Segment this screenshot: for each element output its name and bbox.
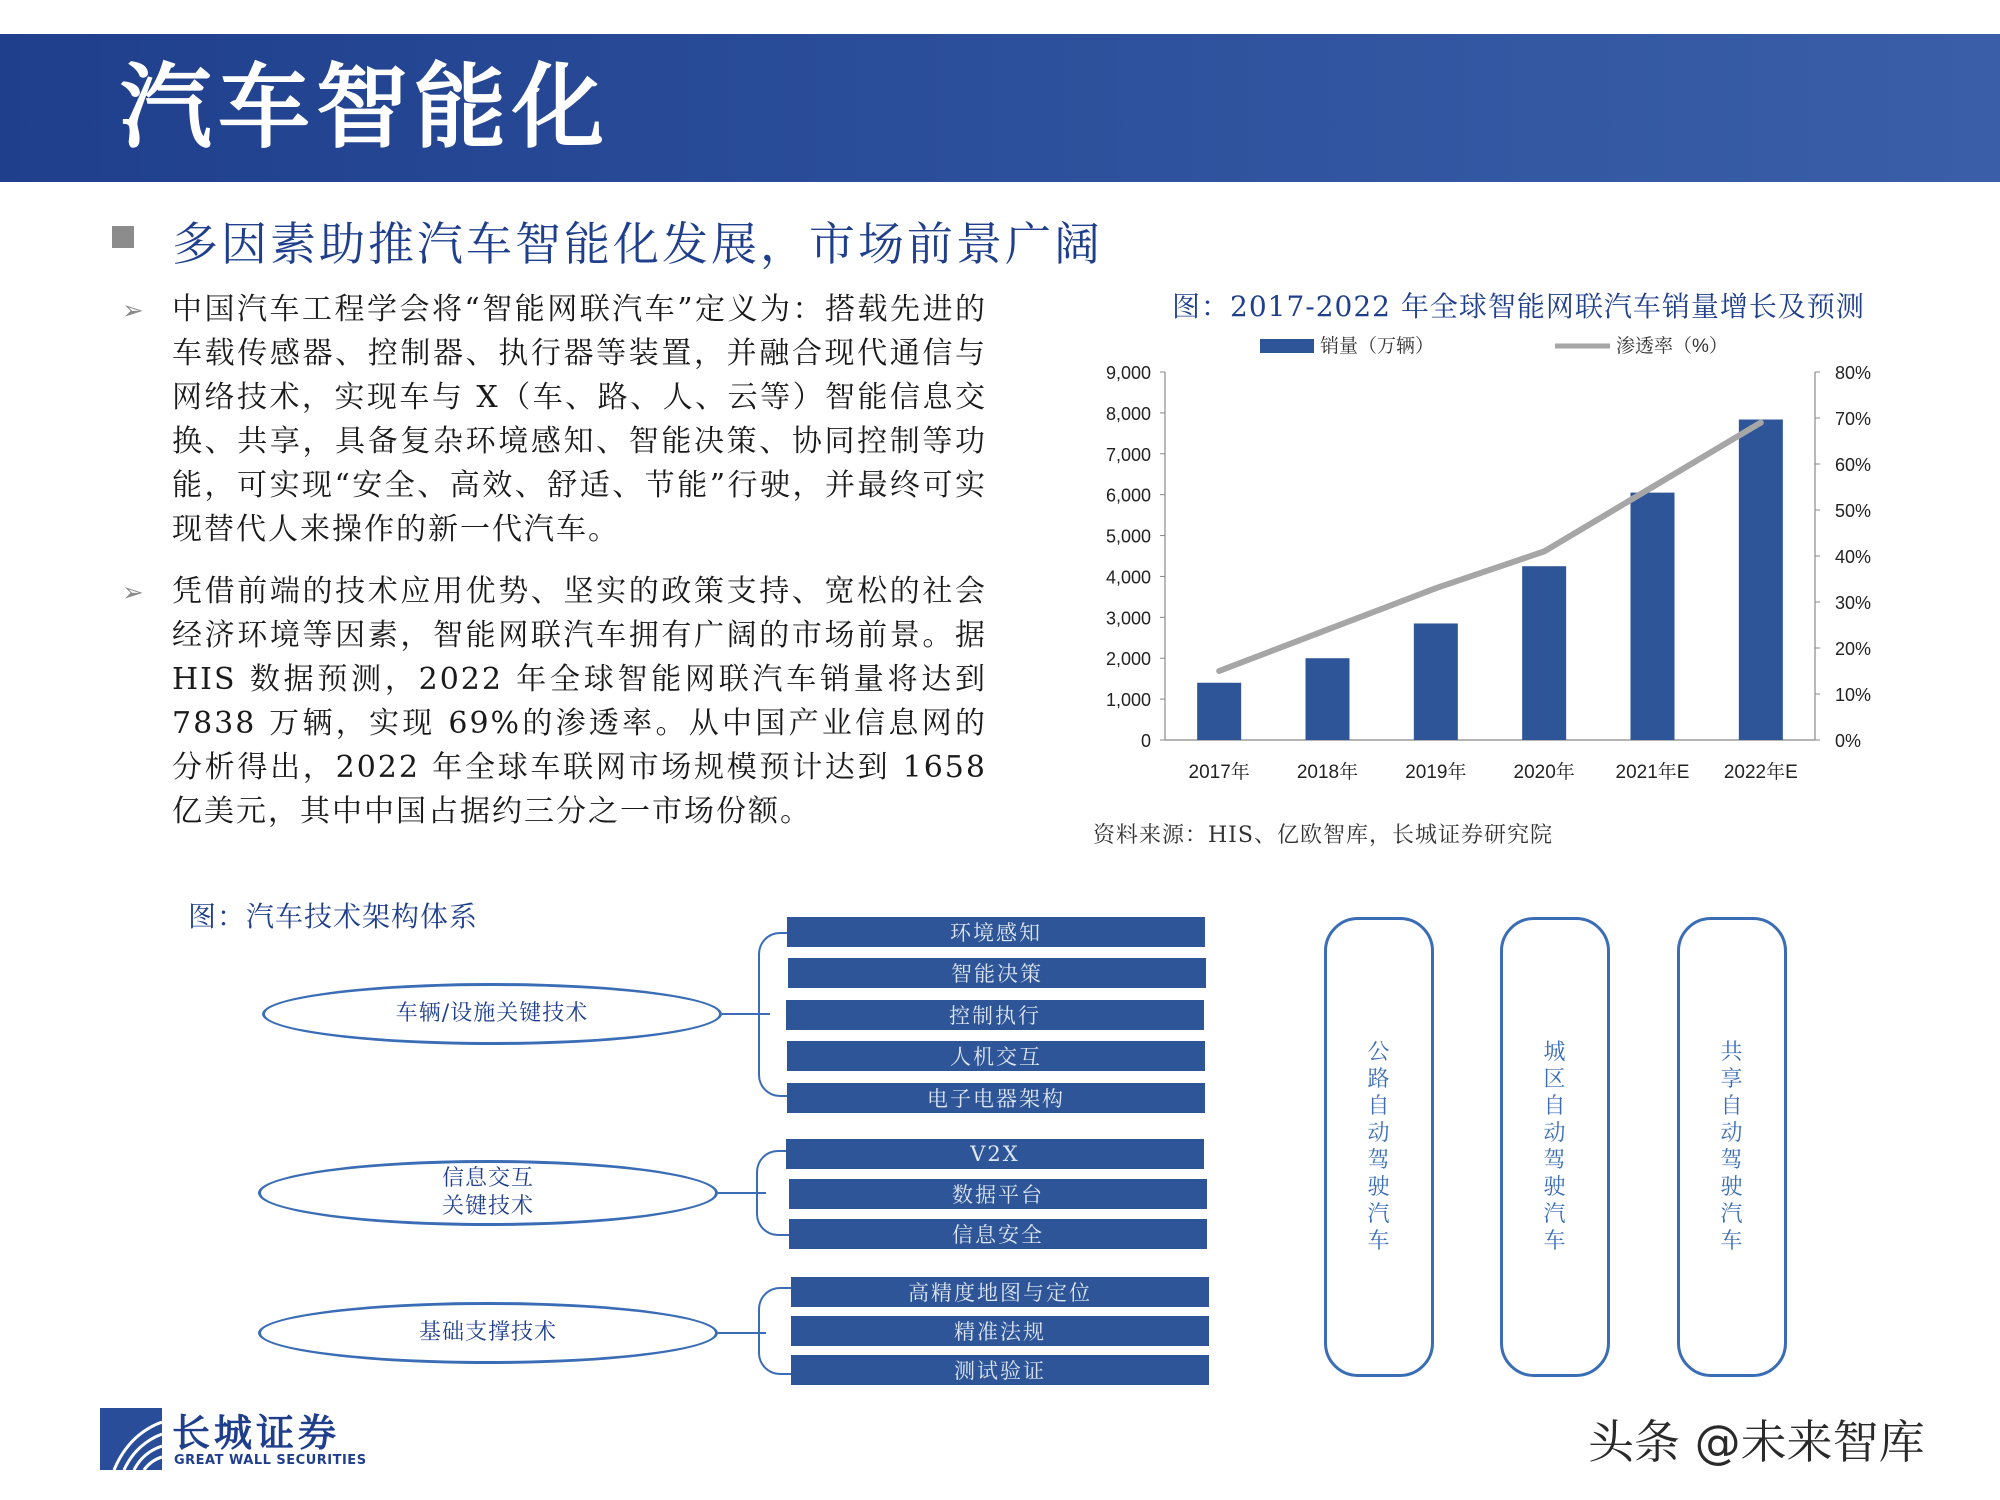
watermark: 头条 @未来智库 [1588, 1415, 1925, 1469]
tech-item: 高精度地图与定位 [791, 1277, 1209, 1307]
bracket-line [756, 1150, 790, 1236]
line-point [1216, 668, 1222, 674]
app-urban-autonomous [1500, 917, 1610, 1377]
right-tick-label: 40% [1835, 547, 1872, 567]
tech-item: 信息安全 [789, 1219, 1207, 1249]
line-point [1433, 585, 1439, 591]
arrow-bullet-icon: ➢ [122, 578, 144, 608]
right-tick-label: 70% [1835, 409, 1872, 429]
tech-item: 控制执行 [786, 1000, 1204, 1030]
right-tick-label: 20% [1835, 639, 1872, 659]
line-point [1758, 420, 1764, 426]
bracket-line [758, 1287, 792, 1375]
right-tick-label: 60% [1835, 455, 1872, 475]
logo-text-en: GREAT WALL SECURITIES [174, 1453, 367, 1468]
tech-category-label: 关键技术 [441, 1194, 534, 1219]
right-tick-label: 30% [1835, 593, 1872, 613]
left-tick-label: 2,000 [1105, 649, 1151, 670]
tech-item: 人机交互 [787, 1041, 1205, 1071]
arrow-bullet-icon: ➢ [122, 296, 144, 326]
sales-penetration-chart [1070, 330, 1920, 800]
left-tick-label: 7,000 [1105, 444, 1151, 465]
right-tick-label: 50% [1835, 501, 1872, 521]
tech-category-info-interaction [258, 1160, 718, 1226]
bar [1306, 658, 1350, 740]
left-tick-label: 0 [1140, 731, 1151, 751]
chart-source: 资料来源：HIS、亿欧智库，长城证券研究院 [1093, 823, 1553, 848]
page-title: 汽车智能化 [120, 54, 611, 161]
app-label: 城区 自动 驾驶 汽车 [1543, 1040, 1567, 1254]
bar [1631, 493, 1675, 740]
app-highway-autonomous [1324, 917, 1434, 1377]
architecture-title: 图：汽车技术架构体系 [188, 900, 479, 933]
x-tick-label: 2017年 [1188, 762, 1250, 783]
tech-item: 电子电器架构 [787, 1083, 1205, 1113]
tech-item: V2X [786, 1139, 1204, 1169]
tech-category-vehicle-infra [262, 983, 722, 1045]
section-title: 多因素助推汽车智能化发展，市场前景广阔 [172, 217, 1103, 271]
bar [1522, 566, 1566, 740]
tech-item: 智能决策 [788, 958, 1206, 988]
left-tick-label: 1,000 [1105, 690, 1151, 711]
tech-item: 精准法规 [791, 1316, 1209, 1346]
penetration-line [1219, 423, 1761, 671]
right-tick-label: 0% [1835, 731, 1862, 751]
left-tick-label: 3,000 [1105, 608, 1151, 629]
tech-item: 数据平台 [789, 1179, 1207, 1209]
legend-bar-label: 销量（万辆） [1320, 336, 1435, 357]
logo-text-cn: 长城证券 [172, 1411, 341, 1455]
left-tick-label: 9,000 [1105, 363, 1151, 383]
app-shared-autonomous [1677, 917, 1787, 1377]
line-point [1325, 627, 1331, 633]
tech-category-label: 信息交互 [441, 1166, 534, 1191]
paragraph-definition: 中国汽车工程学会将“智能网联汽车”定义为：搭载先进的车载传感器、控制器、执行器等装置，并融合现代通信与网络技术，实现车与 X（车、路、人、云等）智能信息交换、共享，具备复杂环境感知、智能决策、协同控制等功能，可实现“安全、高效、舒适、节能”行驶，并最终可实现替代人来操作的新一代汽车。 [172, 292, 987, 547]
bar [1414, 623, 1458, 740]
legend-line-label: 渗透率（%） [1616, 336, 1728, 357]
tech-item: 环境感知 [787, 917, 1205, 947]
section-bullet [112, 226, 134, 248]
left-tick-label: 6,000 [1105, 485, 1151, 506]
x-tick-label: 2020年 [1513, 762, 1575, 783]
bar [1197, 683, 1241, 740]
right-tick-label: 80% [1835, 363, 1872, 383]
line-point [1541, 548, 1547, 554]
bar [1739, 420, 1783, 740]
paragraph-market: 凭借前端的技术应用优势、坚实的政策支持、宽松的社会经济环境等因素，智能网联汽车拥有广阔的市场前景。据 HIS 数据预测，2022 年全球智能网联汽车销量将达到 7838 万辆，实现 69%的渗透率。从中国产业信息网的分析得出，2022 年全球车联网市场规模预计达到 1658 亿美元，其中中国占据约三分之一市场份额。 [172, 574, 987, 829]
line-point [1650, 484, 1656, 490]
app-label: 共享 自动 驾驶 汽车 [1720, 1040, 1744, 1254]
x-tick-label: 2021年E [1615, 762, 1690, 783]
x-tick-label: 2018年 [1296, 762, 1359, 783]
tech-category-label: 基础支撑技术 [418, 1320, 557, 1345]
chart-title: 图：2017-2022 年全球智能网联汽车销量增长及预测 [1172, 290, 1865, 323]
app-label: 公路 自动 驾驶 汽车 [1367, 1040, 1391, 1254]
tech-item: 测试验证 [791, 1355, 1209, 1385]
logo-icon [100, 1408, 162, 1470]
x-tick-label: 2019年 [1405, 762, 1467, 783]
left-tick-label: 4,000 [1105, 567, 1151, 588]
tech-category-label: 车辆/设施关键技术 [395, 1001, 589, 1026]
left-tick-label: 8,000 [1105, 403, 1151, 424]
tech-category-foundation [258, 1302, 718, 1364]
x-tick-label: 2022年E [1723, 762, 1798, 783]
legend-bar-swatch [1260, 339, 1314, 353]
right-tick-label: 10% [1835, 685, 1872, 705]
header-banner [0, 34, 2000, 182]
left-tick-label: 5,000 [1105, 526, 1151, 547]
